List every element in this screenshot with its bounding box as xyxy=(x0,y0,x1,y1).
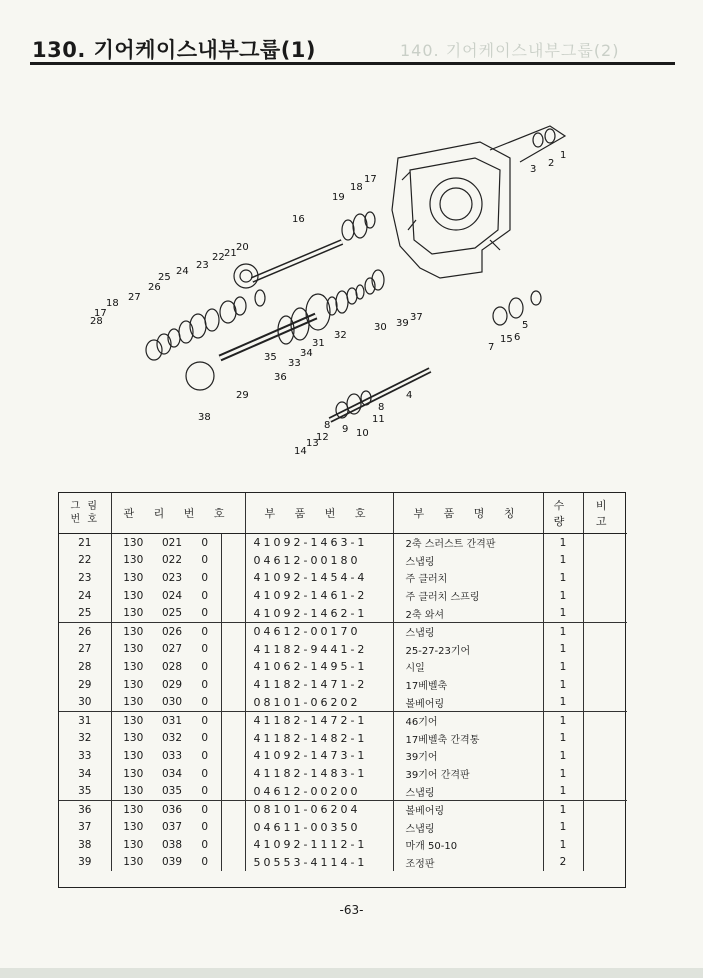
remarks-cell xyxy=(583,552,627,570)
part-number-cell: 50553-4114-1 xyxy=(245,854,393,872)
table-row xyxy=(59,587,627,605)
callout-8: 8 xyxy=(324,420,331,431)
table-row xyxy=(59,782,627,800)
blank-cell xyxy=(221,641,245,659)
quantity-cell: 1 xyxy=(543,569,583,587)
title-underline xyxy=(30,62,675,65)
item-code-cell: 021 xyxy=(161,536,183,549)
callout-38: 38 xyxy=(198,412,211,423)
blank-cell xyxy=(221,730,245,748)
callout-7: 7 xyxy=(488,342,495,353)
blank-cell xyxy=(221,711,245,729)
callout-8: 8 xyxy=(378,402,385,413)
quantity-cell: 1 xyxy=(543,604,583,622)
blank-cell xyxy=(221,569,245,587)
remarks-cell xyxy=(583,676,627,694)
suffix-code-cell: 0 xyxy=(189,552,221,570)
part-name-cell: 시일 xyxy=(393,658,543,676)
blank-cell xyxy=(221,800,245,818)
callout-9: 9 xyxy=(342,424,349,435)
quantity-cell: 1 xyxy=(543,765,583,783)
blank-cell xyxy=(221,819,245,837)
group-code-cell: 130 xyxy=(123,554,144,567)
item-code-cell: 027 xyxy=(161,643,183,656)
page-title: 130. 기어케이스내부그룹(1) xyxy=(32,38,317,62)
part-name-cell: 17베벨축 xyxy=(393,676,543,694)
remarks-cell xyxy=(583,604,627,622)
callout-10: 10 xyxy=(356,428,369,439)
item-code-cell: 039 xyxy=(161,856,183,869)
quantity-cell: 2 xyxy=(543,854,583,872)
suffix-code-cell: 0 xyxy=(189,622,221,640)
suffix-code-cell: 0 xyxy=(189,604,221,622)
quantity-cell: 1 xyxy=(543,622,583,640)
figure-number-cell: 38 xyxy=(59,836,111,854)
callout-18: 18 xyxy=(106,298,119,309)
figure-number-cell: 35 xyxy=(59,782,111,800)
group-code-cell: 130 xyxy=(111,782,155,800)
suffix-code-cell: 0 xyxy=(189,854,221,872)
part-name-cell: 스냅링 xyxy=(393,552,543,570)
group-code-cell: 130 xyxy=(123,856,144,869)
suffix-code-cell: 0 xyxy=(189,730,221,748)
header-part-name: 부 품 명 칭 xyxy=(393,493,543,534)
table-row xyxy=(59,552,627,570)
quantity-cell: 1 xyxy=(543,711,583,729)
figure-number-cell: 33 xyxy=(59,747,111,765)
part-name-cell: 2축 와셔 xyxy=(393,604,543,622)
suffix-code-cell: 0 xyxy=(189,569,221,587)
figure-number-cell: 31 xyxy=(59,711,111,729)
suffix-code-cell: 0 xyxy=(189,641,221,659)
callout-30: 30 xyxy=(374,322,387,333)
part-name-cell: 마개 50-10 xyxy=(393,836,543,854)
figure-number-cell: 29 xyxy=(59,676,111,694)
part-name-cell: 스냅링 xyxy=(393,622,543,640)
part-number-cell: 41182-1472-1 xyxy=(245,711,393,729)
group-code-cell: 130 xyxy=(123,803,144,816)
quantity-cell: 1 xyxy=(543,587,583,605)
item-code-cell: 026 xyxy=(161,625,183,638)
quantity-cell: 1 xyxy=(543,641,583,659)
figure-number-cell: 24 xyxy=(59,587,111,605)
suffix-code-cell: 0 xyxy=(189,676,221,694)
callout-37: 37 xyxy=(410,312,423,323)
remarks-cell xyxy=(583,641,627,659)
blank-cell xyxy=(221,658,245,676)
group-code-cell: 130 xyxy=(123,660,144,673)
callout-11: 11 xyxy=(372,414,385,425)
part-number-cell: 04611-00350 xyxy=(245,819,393,837)
remarks-cell xyxy=(583,587,627,605)
remarks-cell xyxy=(583,693,627,711)
callout-13: 13 xyxy=(306,438,319,449)
group-code-cell: 130 xyxy=(111,693,155,711)
part-number-cell: 04612-00180 xyxy=(245,552,393,570)
suffix-code-cell: 0 xyxy=(189,693,221,711)
remarks-cell xyxy=(583,854,627,872)
callout-28: 28 xyxy=(90,316,103,327)
suffix-code-cell: 0 xyxy=(189,819,221,837)
remarks-cell xyxy=(583,658,627,676)
callout-31: 31 xyxy=(312,338,325,349)
quantity-cell: 1 xyxy=(543,747,583,765)
blank-cell xyxy=(221,587,245,605)
figure-number-cell: 22 xyxy=(59,552,111,570)
figure-number-cell: 23 xyxy=(59,569,111,587)
quantity-cell: 1 xyxy=(543,836,583,854)
part-number-cell: 08101-06204 xyxy=(245,800,393,818)
table-row xyxy=(59,854,627,872)
header-figure-number: 그 림 번 호 xyxy=(59,493,111,534)
callout-35: 35 xyxy=(264,352,277,363)
callout-18: 18 xyxy=(350,182,363,193)
figure-number-cell: 30 xyxy=(59,693,111,711)
suffix-code-cell: 0 xyxy=(189,765,221,783)
gearcase-housing xyxy=(392,126,565,278)
bleed-through-title: 140. 기어케이스내부그룹(2) xyxy=(400,41,620,60)
group-code-cell: 130 xyxy=(123,571,144,584)
callout-1: 1 xyxy=(560,150,567,161)
part-number-cell: 41092-1463-1 xyxy=(245,534,393,552)
item-code-cell: 038 xyxy=(161,838,183,851)
callout-17: 17 xyxy=(364,174,377,185)
group-code-cell: 130 xyxy=(123,732,144,745)
remarks-cell xyxy=(583,730,627,748)
table-row xyxy=(59,622,627,640)
part-number-cell: 41182-1471-2 xyxy=(245,676,393,694)
suffix-code-cell: 0 xyxy=(189,711,221,729)
table-row xyxy=(59,711,627,729)
table-row xyxy=(59,676,627,694)
callout-20: 20 xyxy=(236,242,249,253)
suffix-code-cell: 0 xyxy=(189,747,221,765)
part-number-cell: 41092-1461-2 xyxy=(245,587,393,605)
exploded-view-drawing xyxy=(80,80,620,470)
table-row xyxy=(59,800,627,818)
group-code-cell: 130 xyxy=(123,643,144,656)
item-code-cell: 034 xyxy=(161,767,183,780)
blank-cell xyxy=(221,534,245,552)
header-quantity: 수 량 xyxy=(543,493,583,534)
figure-number-cell: 25 xyxy=(59,604,111,622)
callout-36: 36 xyxy=(274,372,287,383)
group-code-cell: 130 xyxy=(123,821,144,834)
table-row xyxy=(59,765,627,783)
callout-3: 3 xyxy=(530,164,537,175)
suffix-code-cell: 0 xyxy=(189,534,221,552)
callout-16: 16 xyxy=(292,214,305,225)
header-remarks: 비 고 xyxy=(583,493,627,534)
table-row xyxy=(59,534,627,552)
blank-cell xyxy=(221,693,245,711)
remarks-cell xyxy=(583,782,627,800)
callout-25: 25 xyxy=(158,272,171,283)
callout-29: 29 xyxy=(236,390,249,401)
item-code-cell: 031 xyxy=(161,714,183,727)
callout-2: 2 xyxy=(548,158,555,169)
part-name-cell: 스냅링 xyxy=(393,782,543,800)
part-name-cell: 스냅링 xyxy=(393,819,543,837)
remarks-cell xyxy=(583,534,627,552)
part-name-cell: 볼베어링 xyxy=(393,800,543,818)
item-code-cell: 029 xyxy=(161,678,183,691)
table-body xyxy=(59,534,627,872)
part-number-cell: 41062-1495-1 xyxy=(245,658,393,676)
blank-cell xyxy=(221,782,245,800)
callout-19: 19 xyxy=(332,192,345,203)
quantity-cell: 1 xyxy=(543,676,583,694)
callout-26: 26 xyxy=(148,282,161,293)
header-part-number: 부 품 번 호 xyxy=(245,493,393,534)
blank-cell xyxy=(221,854,245,872)
remarks-cell xyxy=(583,800,627,818)
item-code-cell: 037 xyxy=(161,821,183,834)
remarks-cell xyxy=(583,819,627,837)
blank-cell xyxy=(221,604,245,622)
figure-number-cell: 37 xyxy=(59,819,111,837)
blank-cell xyxy=(221,836,245,854)
remarks-cell xyxy=(583,622,627,640)
part-number-cell: 41092-1473-1 xyxy=(245,747,393,765)
part-name-cell: 주 클러치 xyxy=(393,569,543,587)
quantity-cell: 1 xyxy=(543,730,583,748)
callout-34: 34 xyxy=(300,348,313,359)
remarks-cell xyxy=(583,747,627,765)
part-name-cell: 볼베어링 xyxy=(393,693,543,711)
part-number-cell: 04612-00170 xyxy=(245,622,393,640)
blank-cell xyxy=(221,765,245,783)
item-code-cell: 024 xyxy=(161,589,183,602)
table-row xyxy=(59,819,627,837)
part-number-cell: 41182-1483-1 xyxy=(245,765,393,783)
blank-cell xyxy=(221,622,245,640)
figure-number-cell: 26 xyxy=(59,622,111,640)
suffix-code-cell: 0 xyxy=(189,658,221,676)
part-number-cell: 08101-06202 xyxy=(245,693,393,711)
header-management-number: 관 리 번 호 xyxy=(111,493,245,534)
item-code-cell: 025 xyxy=(155,604,189,622)
item-code-cell: 032 xyxy=(161,732,183,745)
part-name-cell: 39기어 xyxy=(393,747,543,765)
figure-number-cell: 21 xyxy=(59,534,111,552)
part-number-cell: 41092-1112-1 xyxy=(245,836,393,854)
table-header-row xyxy=(59,493,627,534)
suffix-code-cell: 0 xyxy=(189,836,221,854)
group-code-cell: 130 xyxy=(123,678,144,691)
exploded-parts-diagram xyxy=(80,80,620,470)
group-code-cell: 130 xyxy=(123,589,144,602)
part-name-cell: 39기어 간격판 xyxy=(393,765,543,783)
item-code-cell: 023 xyxy=(161,571,183,584)
remarks-cell xyxy=(583,836,627,854)
callout-39: 39 xyxy=(396,318,409,329)
group-code-cell: 130 xyxy=(111,604,155,622)
callout-12: 12 xyxy=(316,432,329,443)
quantity-cell: 1 xyxy=(543,534,583,552)
item-code-cell: 022 xyxy=(161,554,183,567)
part-name-cell: 주 클러치 스프링 xyxy=(393,587,543,605)
scan-edge xyxy=(0,968,703,978)
callout-5: 5 xyxy=(522,320,529,331)
group-code-cell: 130 xyxy=(123,749,144,762)
page-number: -63- xyxy=(339,903,364,917)
table-row xyxy=(59,641,627,659)
part-number-cell: 04612-00200 xyxy=(245,782,393,800)
part-number-cell: 41182-1482-1 xyxy=(245,730,393,748)
figure-number-cell: 27 xyxy=(59,641,111,659)
table-row xyxy=(59,658,627,676)
parts-table xyxy=(59,493,627,871)
table-row xyxy=(59,693,627,711)
item-code-cell: 028 xyxy=(161,660,183,673)
figure-number-cell: 34 xyxy=(59,765,111,783)
part-name-cell: 2축 스러스트 간격판 xyxy=(393,534,543,552)
suffix-code-cell: 0 xyxy=(189,782,221,800)
part-number-cell: 41092-1462-1 xyxy=(245,604,393,622)
parts-list xyxy=(58,492,626,888)
item-code-cell: 035 xyxy=(155,782,189,800)
shaft-assemblies xyxy=(146,129,555,420)
part-name-cell: 17베벨축 간격통 xyxy=(393,730,543,748)
group-code-cell: 130 xyxy=(123,714,144,727)
blank-cell xyxy=(221,676,245,694)
table-row xyxy=(59,569,627,587)
group-code-cell: 130 xyxy=(123,536,144,549)
quantity-cell: 1 xyxy=(543,552,583,570)
group-code-cell: 130 xyxy=(123,838,144,851)
callout-27: 27 xyxy=(128,292,141,303)
part-name-cell: 조정판 xyxy=(393,854,543,872)
remarks-cell xyxy=(583,569,627,587)
group-code-cell: 130 xyxy=(123,767,144,780)
figure-number-cell: 39 xyxy=(59,854,111,872)
table-row xyxy=(59,730,627,748)
item-code-cell: 036 xyxy=(161,803,183,816)
callout-32: 32 xyxy=(334,330,347,341)
callout-24: 24 xyxy=(176,266,189,277)
quantity-cell: 1 xyxy=(543,658,583,676)
quantity-cell: 1 xyxy=(543,800,583,818)
suffix-code-cell: 0 xyxy=(189,587,221,605)
callout-6: 6 xyxy=(514,332,521,343)
suffix-code-cell: 0 xyxy=(189,800,221,818)
part-name-cell: 25-27-23기어 xyxy=(393,641,543,659)
part-name-cell: 46기어 xyxy=(393,711,543,729)
item-code-cell: 033 xyxy=(161,749,183,762)
part-number-cell: 41092-1454-4 xyxy=(245,569,393,587)
callout-4: 4 xyxy=(406,390,413,401)
remarks-cell xyxy=(583,711,627,729)
callout-33: 33 xyxy=(288,358,301,369)
part-number-cell: 41182-9441-2 xyxy=(245,641,393,659)
blank-cell xyxy=(221,552,245,570)
figure-number-cell: 36 xyxy=(59,800,111,818)
callout-14: 14 xyxy=(294,446,307,457)
blank-cell xyxy=(221,747,245,765)
quantity-cell: 1 xyxy=(543,819,583,837)
group-code-cell: 130 xyxy=(123,625,144,638)
table-row xyxy=(59,836,627,854)
callout-23: 23 xyxy=(196,260,209,271)
quantity-cell: 1 xyxy=(543,693,583,711)
quantity-cell: 1 xyxy=(543,782,583,800)
figure-number-cell: 32 xyxy=(59,730,111,748)
callout-22: 22 xyxy=(212,252,225,263)
figure-number-cell: 28 xyxy=(59,658,111,676)
table-row xyxy=(59,604,627,622)
callout-15: 15 xyxy=(500,334,513,345)
remarks-cell xyxy=(583,765,627,783)
table-row xyxy=(59,747,627,765)
item-code-cell: 030 xyxy=(155,693,189,711)
callout-17: 17 xyxy=(94,308,107,319)
callout-21: 21 xyxy=(224,248,237,259)
